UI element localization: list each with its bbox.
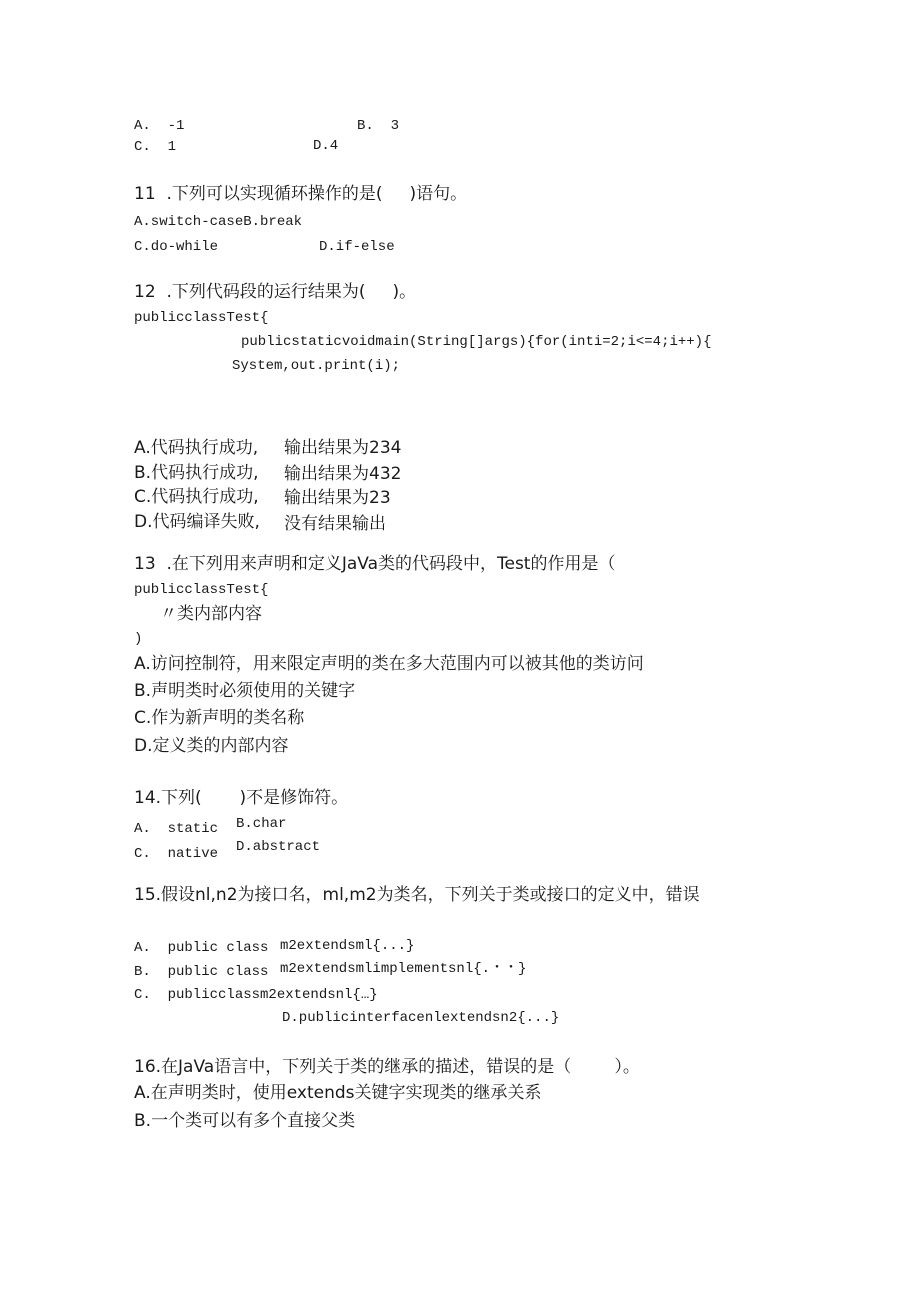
q12-option-b-label: B.代码执行成功,	[134, 463, 259, 483]
q10-option-c: C. 1	[134, 139, 177, 155]
q12-code-line-2: publicstaticvoidmain(String[]args){for(inti=2;i<=4;i++){	[241, 334, 712, 350]
q12-title: 12 .下列代码段的运行结果为( )。	[134, 282, 417, 302]
q15-option-c: C. publicclassm2extendsnl{…}	[134, 987, 378, 1003]
q12-code-line-3: System,out.print(i);	[232, 358, 401, 374]
q13-option-c: C.作为新声明的类名称	[134, 708, 305, 728]
q11-option-ab: A.switch-caseB.break	[134, 214, 303, 230]
q13-title: 13 .在下列用来声明和定义JaVa类的代码段中，Test的作用是（	[134, 554, 616, 574]
q15-title: 15.假设nl,n2为接口名，ml,m2为类名，下列关于类或接口的定义中，错误	[134, 885, 700, 905]
q13-option-a: A.访问控制符，用来限定声明的类在多大范围内可以被其他的类访问	[134, 654, 644, 674]
q14-option-b: B.char	[236, 816, 287, 832]
q12-option-d-result: 没有结果输出	[284, 514, 386, 534]
q10-option-a: A. -1	[134, 118, 185, 134]
q12-option-d-label: D.代码编译失败,	[134, 512, 260, 532]
q13-option-d: D.定义类的内部内容	[134, 736, 289, 756]
q15-option-d: D.publicinterfacenlextendsn2{...}	[282, 1010, 560, 1026]
q14-option-c: C. native	[134, 847, 219, 861]
q15-option-a-label: A. public class	[134, 940, 269, 956]
q12-option-c-label: C.代码执行成功,	[134, 487, 259, 507]
q11-title: 11 .下列可以实现循环操作的是( )语句。	[134, 184, 468, 204]
q12-option-a-label: A.代码执行成功,	[134, 438, 259, 458]
q13-code-brace: )	[134, 631, 143, 647]
q12-option-c-result: 输出结果为23	[284, 488, 391, 508]
q15-option-b-code: m2extendsmlimplementsnl{.・・}	[280, 961, 527, 977]
q15-option-a-code: m2extendsml{...}	[280, 938, 415, 954]
q12-option-b-result: 输出结果为432	[284, 464, 402, 484]
q16-option-b: B.一个类可以有多个直接父类	[134, 1111, 356, 1131]
q11-option-d: D.if-else	[319, 239, 395, 255]
q16-title: 16.在JaVa语言中，下列关于类的继承的描述，错误的是（ ）。	[134, 1057, 640, 1077]
q11-option-c: C.do-while	[134, 239, 219, 255]
q13-code-line-1: publicclassTest{	[134, 582, 269, 598]
q14-option-d: D.abstract	[236, 839, 321, 855]
q12-option-a-result: 输出结果为234	[284, 438, 402, 458]
q16-option-a: A.在声明类时，使用extends关键字实现类的继承关系	[134, 1083, 542, 1103]
q13-code-comment: 〃类内部内容	[160, 604, 262, 624]
q10-option-b: B. 3	[357, 118, 400, 134]
q15-option-b-label: B. public class	[134, 964, 269, 980]
q10-option-d: D.4	[313, 138, 339, 154]
q14-title: 14.下列( )不是修饰符。	[134, 788, 349, 808]
q12-code-line-1: publicclassTest{	[134, 310, 269, 326]
q14-option-a: A. static	[134, 821, 219, 837]
q13-option-b: B.声明类时必须使用的关键字	[134, 681, 356, 701]
